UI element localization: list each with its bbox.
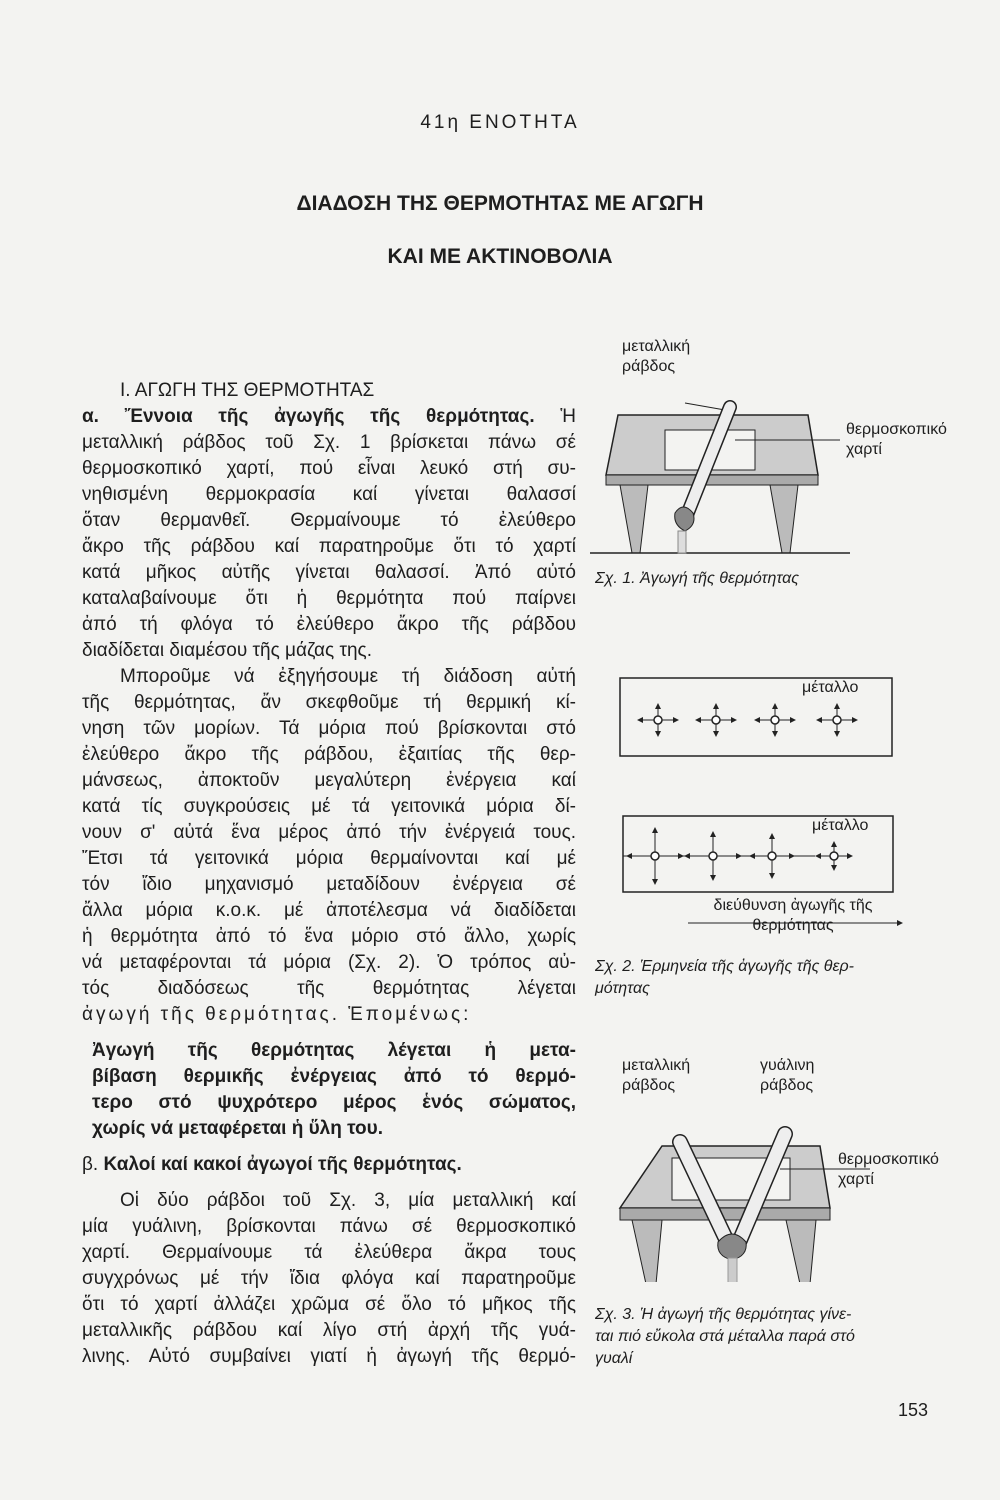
paper-label: χαρτί xyxy=(838,1171,874,1188)
glass-rod-label: ράβδος xyxy=(760,1077,814,1094)
text-line: νηθισμένη θερμοκρασία καί γίνεται θαλασσί xyxy=(82,484,576,505)
figure-2-caption: μότητας xyxy=(595,980,650,997)
direction-label: θερμότητας xyxy=(752,917,834,934)
paper-label: θερμοσκοπικό xyxy=(838,1151,939,1168)
heated-molecule xyxy=(816,842,852,870)
rod-label: μεταλλική xyxy=(622,338,691,355)
molecule-diagram xyxy=(590,668,990,928)
text-line: λινης. Αὐτό συμβαίνει γιατί ἡ ἀγωγή τῆς θερμό- xyxy=(82,1346,576,1367)
text-line: νά μεταφέρονται τά μόρια (Σχ. 2). Ὁ τρόπος αὐ- xyxy=(82,952,576,973)
key-term: ἀγωγή τῆς θερμότητας. xyxy=(82,1004,340,1025)
molecule xyxy=(755,704,795,736)
text-line: μεταλλικῆς ράβδου καί λίγο στή ἀρχή τῆς γυά- xyxy=(82,1320,576,1341)
metal-label-top: μέταλλο xyxy=(802,679,859,696)
text-line: κατά τίς συγκρούσεις μέ τά γειτονικά μόρια δί- xyxy=(82,796,576,817)
metal-label-bottom: μέταλλο xyxy=(812,817,869,834)
figure-3-caption: ται πιό εὔκολα στά μέταλλα παρά στό xyxy=(595,1328,855,1345)
chapter-title-line-2: ΚΑΙ ΜΕ ΑΚΤΙΝΟΒΟΛΙΑ xyxy=(387,245,613,268)
text-line: βίβαση θερμικῆς ἐνέργειας ἀπό τό θερμό- xyxy=(92,1066,576,1087)
glass-rod-label: γυάλινη xyxy=(760,1057,815,1074)
text-line: συγχρόνως μέ τήν ἴδια φλόγα καί παρατηροῦμε xyxy=(82,1268,576,1289)
direction-label: διεύθυνση ἀγωγῆς τῆς xyxy=(713,897,873,914)
text-line: τερο στό ψυχρότερο μέρος ἑνός σώματος, xyxy=(92,1092,576,1113)
text-line: ἄκρο τῆς ράβδου καί παρατηροῦμε ὅτι τό χαρτί xyxy=(82,536,576,557)
text-line: μία γυάλινη, βρίσκονται πάνω σέ θερμοσκοπικό xyxy=(82,1216,576,1237)
text-line: Μποροῦμε νά ἐξηγήσουμε τή διάδοση αὐτή xyxy=(120,666,576,687)
text-line: Οἱ δύο ράβδοι τοῦ Σχ. 3, μία μεταλλική καί xyxy=(120,1190,576,1211)
text-line: τός διαδόσεως τῆς θερμότητας λέγεται xyxy=(82,978,576,999)
metal-rod-label: μεταλλική xyxy=(622,1057,691,1074)
text-line: τόν ἴδιο μηχανισμό μεταδίδουν ἐνέργεια σέ xyxy=(82,874,576,895)
rod-label: ράβδος xyxy=(622,358,676,375)
text-line: Ἀγωγή τῆς θερμότητας λέγεται ἡ μετα- xyxy=(92,1040,576,1061)
text-line: χαρτί. Θερμαίνουμε τά ἐλεύθερα ἄκρα τους xyxy=(82,1242,576,1263)
main-text-column xyxy=(82,378,576,1370)
text-line: διαδίδεται διαμέσου τῆς μάζας της. xyxy=(82,640,372,661)
text-line: τῆς θερμότητας, ἄν σκεφθοῦμε τή θερμική κί- xyxy=(82,692,576,713)
text: Ἡ xyxy=(534,406,576,427)
text-line: κατά μῆκος αὐτῆς γίνεται θαλασσί. Ἀπό αὐτό xyxy=(82,562,576,583)
subsection-b-heading: Καλοί καί κακοί ἀγωγοί τῆς θερμότητας. xyxy=(103,1154,462,1175)
figure-3-caption: Σχ. 3. Ἡ ἀγωγή τῆς θερμότητας γίνε- xyxy=(595,1306,852,1323)
heated-molecule xyxy=(750,834,794,878)
molecule xyxy=(638,704,678,736)
molecule xyxy=(817,704,857,736)
heated-molecule xyxy=(685,832,741,880)
page-number: 153 xyxy=(898,1400,929,1420)
text-line: καταλαβαίνουμε ὅτι ἡ θερμότητα πού παίρνει xyxy=(82,588,576,609)
metal-rod-label: ράβδος xyxy=(622,1077,676,1094)
text-line: ὅταν θερμανθεῖ. Θερμαίνουμε τό ἐλεύθερο xyxy=(82,510,576,531)
figure-1 xyxy=(590,335,990,595)
figure-2 xyxy=(590,668,990,998)
text-line: Ἔτσι τά γειτονικά μόρια θερμαίνονται καί μέ xyxy=(82,848,576,869)
text-line: ἡ θερμότητα ἀπό τό ἕνα μόριο στό ἄλλο, χωρίς xyxy=(82,926,576,947)
chapter-title-line-1: ΔΙΑΔΟΣΗ ΤΗΣ ΘΕΡΜΟΤΗΤΑΣ ΜΕ ΑΓΩΓΗ xyxy=(296,192,704,215)
subsection-a-heading: α. Ἔννοια τῆς ἀγωγῆς τῆς θερμότητας. xyxy=(82,406,535,427)
text-line: θερμοσκοπικό χαρτί, πού εἶναι λευκό στή συ- xyxy=(82,458,576,479)
text-line: νουν σ' αὐτά ἕνα μέρος ἀπό τήν ἐνέργειά τους. xyxy=(82,822,576,843)
paper-label: χαρτί xyxy=(846,441,882,458)
heated-molecule xyxy=(627,828,683,884)
unit-header: 41η ΕΝΟΤΗΤΑ xyxy=(420,112,580,133)
figure-3-caption: γυαλί xyxy=(595,1350,633,1367)
section-heading: Ι. ΑΓΩΓΗ ΤΗΣ ΘΕΡΜΟΤΗΤΑΣ xyxy=(120,380,375,401)
text-line: μάνσεως, ἀποκτοῦν μεγαλύτερη ἐνέργεια καί xyxy=(82,770,576,791)
molecule xyxy=(696,704,736,736)
text: Ἑπομένως: xyxy=(340,1004,472,1025)
figure-2-caption: Σχ. 2. Ἑρμηνεία τῆς ἀγωγῆς τῆς θερ- xyxy=(595,958,855,975)
figure-3 xyxy=(580,1052,990,1372)
text-line: ὅτι τό χαρτί ἀλλάζει χρῶμα σέ ὅλο τό μῆκος τῆς xyxy=(82,1294,576,1315)
text-line: μεταλλική ράβδος τοῦ Σχ. 1 βρίσκεται πάνω σέ xyxy=(82,432,576,453)
text-line: ἐλεύθερο ἄκρο τῆς ράβδου, ἐξαιτίας τῆς θερ- xyxy=(82,744,576,765)
paper-label: θερμοσκοπικό xyxy=(846,421,947,438)
text-line: χωρίς νά μεταφέρεται ἡ ὕλη του. xyxy=(92,1118,383,1139)
text-line: νηση τῶν μορίων. Τά μόρια πού βρίσκονται στό xyxy=(82,718,576,739)
figure-1-caption: Σχ. 1. Ἀγωγή τῆς θερμότητας xyxy=(595,570,799,587)
text-line: ἀπό τή φλόγα τό ἐλεύθερο ἄκρο τῆς ράβδου xyxy=(82,614,576,635)
text-line: ἄλλα μόρια κ.ο.κ. μέ ἀποτέλεσμα νά διαδίδεται xyxy=(82,900,576,921)
text: β. xyxy=(82,1154,104,1175)
